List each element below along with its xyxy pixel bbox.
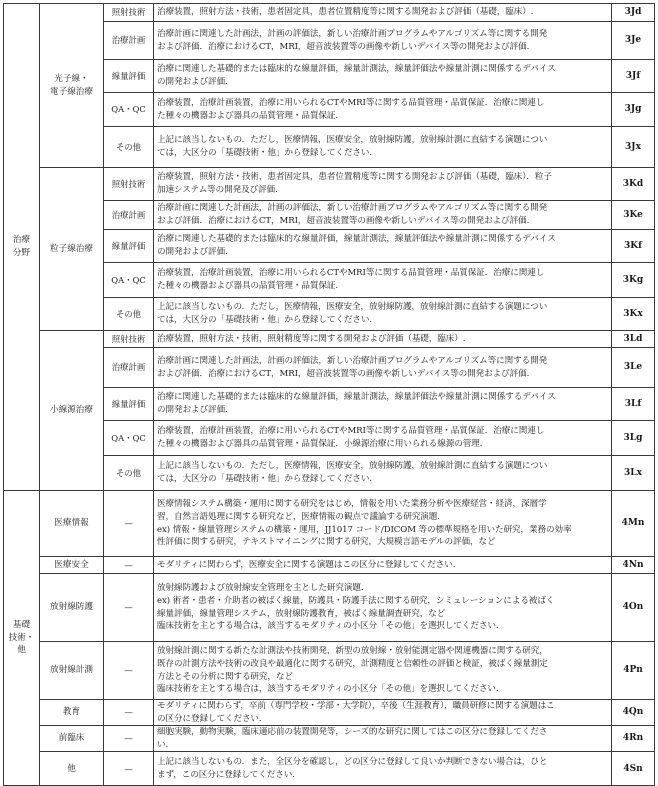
description-line: 治療に関連した基礎的または臨床的な線量評価，線量計測法，線量評価法や線量計測に関係するデバイス <box>157 234 556 245</box>
description-cell <box>154 60 612 93</box>
description-cell <box>154 456 612 491</box>
field-label: 放射線防護 <box>40 574 104 642</box>
description-cell <box>154 574 612 642</box>
category-code: 3Jd <box>612 4 655 22</box>
description-line: 加速システム等の開発及び評価. <box>157 185 278 195</box>
group-label: 小線源治療 <box>40 331 104 491</box>
description-line: た種々の機器および器具の品質管理・品質保証. <box>157 281 339 291</box>
description-line: まず，この区分に登録してください. <box>157 769 295 780</box>
description-line: ては，大区分の「基礎技術・他」から登録してください. <box>157 148 372 158</box>
table-row <box>4 557 655 574</box>
category-code: 3Ke <box>612 201 655 230</box>
subcategory-label: その他 <box>104 456 154 491</box>
description-line: た種々の機器および器具の品質管理・品質保証. <box>157 110 339 121</box>
category-code: 3Kf <box>612 230 655 263</box>
category-code: 3Kg <box>612 263 655 298</box>
category-code: 3Le <box>612 348 655 388</box>
group-label: 光子線・ 電子線治療 <box>40 4 104 168</box>
category-code: 4Qn <box>612 700 655 726</box>
description-line: 上記に該当しないもの．ただし，医療情報，医療安全，放射線防護，放射線計測に直結する演題につい <box>157 302 548 313</box>
subcategory-label: — <box>104 642 154 700</box>
section-label: 治療 分野 <box>4 4 40 491</box>
description-line: 治療計画に関連した計画法，計画の評価法，新しい治療計画プログラムやアルゴリズム等に関する開発 <box>157 203 548 214</box>
subcategory-label: 線量評価 <box>104 388 154 421</box>
subcategory-label: 照射技術 <box>104 168 154 201</box>
subcategory-label: QA・QC <box>104 93 154 127</box>
description-line: 治療装置，治療計画装置，治療に用いられるCTやMRI等に関する品質管理・品質保証．治療に関連し <box>157 97 545 108</box>
table-row <box>4 331 655 348</box>
category-table <box>3 3 655 786</box>
description-line: 治療計画に関連した計画法，計画の評価法，新しい治療計画プログラムやアルゴリズム等に関する開発 <box>157 28 548 39</box>
description-cell <box>154 263 612 298</box>
description-line: 医療情報システム構築・運用に関する研究をはじめ，情報を用いた業務分析や医療経営・経済，深層学 <box>157 499 547 510</box>
field-label: 医療安全 <box>40 557 104 574</box>
description-line: 上記に該当しないもの．ただし，医療情報，医療安全，放射線防護，放射線計測に直結する演題につい <box>157 461 548 472</box>
subcategory-label: 照射技術 <box>104 4 154 22</box>
description-line: 治療に関連した基礎的または臨床的な線量評価，線量計測法，線量評価法や線量計測に関係するデバイス <box>157 392 556 403</box>
table-row <box>4 491 655 557</box>
description-line: 治療装置，治療計画装置，治療に用いられるCTやMRI等に関する品質管理・品質保証．治療に関連し <box>157 268 545 279</box>
description-line: ては，大区分の「基礎技術・他」から登録してください. <box>157 474 372 484</box>
subcategory-label: — <box>104 557 154 574</box>
description-line: 放射線計測に関する新たな計測法や技術開発，新型の放射線・放射能測定器や関連機器に関する研究， <box>157 646 548 657</box>
description-cell <box>154 4 612 22</box>
description-line: 臨床技術を主とする場合は，該当するモダリティの小区分「その他」を選択してください. <box>157 621 499 632</box>
description-line: ex) 術者・患者・介助者の被ばく線量，防護具・防護手法に関する研究，シミュレーションによる被ばく <box>157 595 555 606</box>
description-cell <box>154 388 612 421</box>
category-code: 3Ld <box>612 331 655 348</box>
description-line: 臨床技術を主とする場合は，該当するモダリティの小区分「その他」を選択してください. <box>157 684 499 695</box>
description-line: モダリティに関わらず，卒前（専門学校・学部・大学院），卒後（生涯教育），職員研修に関する演題はこ <box>157 701 555 711</box>
field-label: 医療情報 <box>40 491 104 557</box>
subcategory-label: — <box>104 752 154 786</box>
description-cell <box>154 348 612 388</box>
description-line: ex) 情報・線量管理システムの構築・運用，JJ1017 コード/DICOM 等の標準規格を用いた研究，業務の効率 <box>157 524 572 535</box>
category-code: 3Je <box>612 22 655 60</box>
description-line: 方法とその分析に関する研究，など <box>157 671 293 682</box>
description-line: 既存の計測方法や技術の改良や最適化に関する研究，計測精度と信頼性の評価と検証，被ばく線量測定 <box>157 658 548 669</box>
table-row <box>4 700 655 726</box>
subcategory-label: — <box>104 574 154 642</box>
section-label: 基礎 技術・ 他 <box>4 491 40 786</box>
description-line: 治療装置，照射方法・技術，患者固定具，患者位置精度等に関する開発および評価（基礎，臨床）. <box>157 7 534 18</box>
subcategory-label: — <box>104 700 154 726</box>
subcategory-label: その他 <box>104 298 154 331</box>
description-cell <box>154 298 612 331</box>
description-cell <box>154 700 612 726</box>
subcategory-label: 治療計画 <box>104 201 154 230</box>
table-row <box>4 726 655 752</box>
description-cell <box>154 168 612 201</box>
description-cell <box>154 557 612 574</box>
description-line: の開発および評価. <box>157 247 228 257</box>
description-cell <box>154 491 612 557</box>
subcategory-label: 線量評価 <box>104 230 154 263</box>
field-label: 他 <box>40 752 104 786</box>
description-line: モダリティに関わらず，医療安全に関する演題はこの区分に登録してください. <box>157 559 456 570</box>
subcategory-label: その他 <box>104 127 154 168</box>
table-row <box>4 642 655 700</box>
description-line: 上記に該当しないもの．また，全区分を確認し，どの区分に登録して良いか判断できない場合は，ひと <box>157 757 548 768</box>
description-cell <box>154 752 612 786</box>
description-line: 放射線防護および放射線安全管理を主とした研究演題. <box>157 583 364 594</box>
description-cell <box>154 642 612 700</box>
description-line: 習，自然言語処理に関する研究など，医療情報の観点で議論する研究演題. <box>157 511 440 522</box>
subcategory-label: QA・QC <box>104 421 154 456</box>
description-line: 治療に関連した基礎的または臨床的な線量評価，線量計測法，線量評価法や線量計測に関係するデバイス <box>157 64 556 75</box>
description-cell <box>154 201 612 230</box>
category-code: 4Sn <box>612 752 655 786</box>
subcategory-label: 照射技術 <box>104 331 154 348</box>
category-code: 4Pn <box>612 642 655 700</box>
description-line: 細胞実験，動物実験，臨床適応前の装置開発等，シーズ的な研究に関してはこの区分に登録してくださ <box>157 727 548 738</box>
subcategory-label: — <box>104 491 154 557</box>
group-label: 粒子線治療 <box>40 168 104 331</box>
category-code: 4On <box>612 574 655 642</box>
description-line: 性評価に関する研究，テキストマイニングに関する研究，大規模言語モデルの評価，など <box>157 537 496 548</box>
subcategory-label: 線量評価 <box>104 60 154 93</box>
description-line: 治療計画に関連した計画法，計画の評価法，新しい治療計画プログラムやアルゴリズム等に関する開発 <box>157 355 548 366</box>
table-row <box>4 752 655 786</box>
subcategory-label: 治療計画 <box>104 22 154 60</box>
description-line: の開発および評価. <box>157 405 228 415</box>
description-cell <box>154 726 612 752</box>
category-code: 3Lf <box>612 388 655 421</box>
description-line: た種々の機器および器具の品質管理・品質保証．小線源治療に用いられる線源の管理. <box>157 439 483 449</box>
category-code: 3Kx <box>612 298 655 331</box>
description-cell <box>154 93 612 127</box>
category-code: 3Lx <box>612 456 655 491</box>
category-code: 3Jf <box>612 60 655 93</box>
table-row <box>4 574 655 642</box>
field-label: 放射線計測 <box>40 642 104 700</box>
field-label: 前臨床 <box>40 726 104 752</box>
description-cell <box>154 331 612 348</box>
category-code: 3Jg <box>612 93 655 127</box>
category-code: 4Nn <box>612 557 655 574</box>
subcategory-label: 治療計画 <box>104 348 154 388</box>
description-line: および評価．治療におけるCT，MRI，超音波装置等の画像や新しいデバイス等の開発および評価. <box>157 216 530 226</box>
description-line: および評価．治療におけるCT，MRI，超音波装置等の画像や新しいデバイス等の開発および評価. <box>157 41 530 52</box>
subcategory-label: QA・QC <box>104 263 154 298</box>
description-cell <box>154 421 612 456</box>
category-code: 4Mn <box>612 491 655 557</box>
description-line: ては，大区分の「基礎技術・他」から登録してください. <box>157 315 372 325</box>
description-cell <box>154 22 612 60</box>
table-row <box>4 4 655 22</box>
description-cell <box>154 230 612 263</box>
category-code: 3Lg <box>612 421 655 456</box>
description-line: 治療装置，照射方法・技術，患者固定具，患者位置精度等に関する開発および評価（基礎，臨床）．粒子 <box>157 172 552 183</box>
description-line: 治療装置，治療計画装置，治療に用いられるCTやMRI等に関する品質管理・品質保証．治療に関連し <box>157 426 545 437</box>
description-line: 上記に該当しないもの．ただし，医療情報，医療安全，放射線防護，放射線計測に直結する演題につい <box>157 135 548 146</box>
description-line: 線量評価，線量管理システム，放射線防護教育，被ばく線量調査研究，など <box>157 608 446 619</box>
description-line: 治療装置，照射方法・技術，照射精度等に関する開発および評価（基礎，臨床）. <box>157 333 466 344</box>
description-line: の開発および評価. <box>157 77 228 87</box>
description-line: および評価．治療におけるCT，MRI，超音波装置等の画像や新しいデバイス等の開発および評価. <box>157 368 530 379</box>
description-line: の区分に登録してください. <box>157 713 262 724</box>
description-cell <box>154 127 612 168</box>
category-code: 3Jx <box>612 127 655 168</box>
category-code: 3Kd <box>612 168 655 201</box>
subcategory-label: — <box>104 726 154 752</box>
category-code: 4Rn <box>612 726 655 752</box>
table-row <box>4 168 655 201</box>
field-label: 教育 <box>40 700 104 726</box>
description-line: い. <box>157 739 169 750</box>
